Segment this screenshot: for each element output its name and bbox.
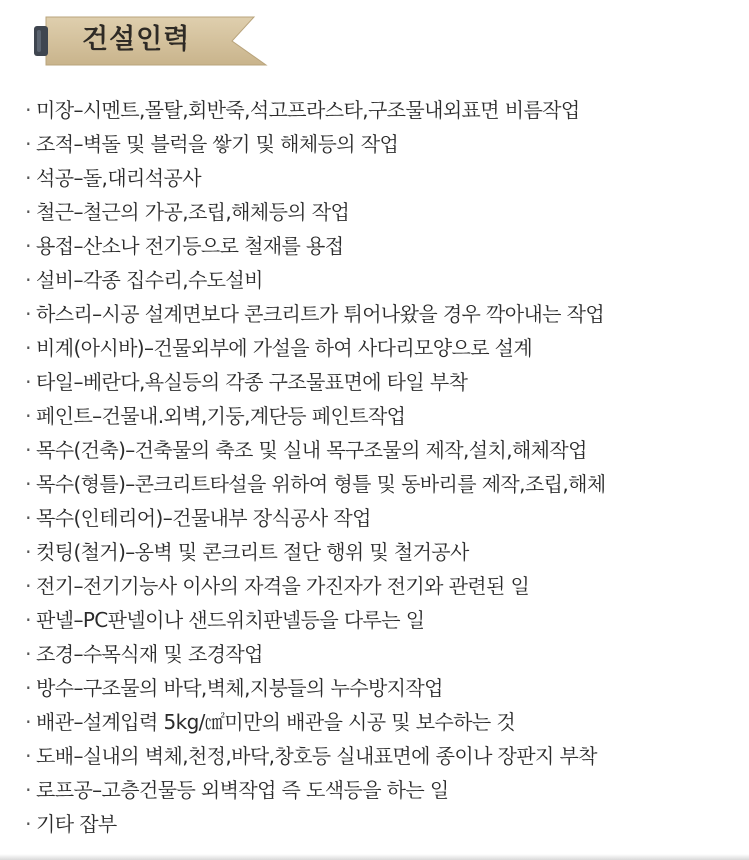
list-item (20, 503, 745, 537)
bullet-icon: · (25, 472, 31, 496)
list-item-text: 로프공–고층건물등 외벽작업 즉 도색등을 하는 일 (36, 778, 449, 802)
list-item-text: 타일–베란다,욕실등의 각종 구조물표면에 타일 부착 (36, 370, 468, 394)
bullet-icon: · (25, 336, 31, 360)
bullet-icon: · (25, 200, 31, 224)
list-item-text: 조경–수목식재 및 조경작업 (36, 642, 263, 666)
list-item-text: 배관–설계입력 5kg/㎠미만의 배관을 시공 및 보수하는 것 (36, 710, 516, 734)
bullet-icon: · (25, 676, 31, 700)
list-item (20, 537, 745, 571)
list-item (20, 129, 745, 163)
list-item-text: 컷팅(철거)–옹벽 및 콘크리트 절단 행위 및 철거공사 (36, 540, 469, 564)
bullet-icon: · (25, 234, 31, 258)
bullet-icon: · (25, 438, 31, 462)
list-item-text: 미장–시멘트,몰탈,회반죽,석고프라스타,구조물내외표면 비름작업 (36, 98, 580, 122)
list-item (20, 469, 745, 503)
list-item (20, 809, 745, 843)
bullet-icon: · (25, 540, 31, 564)
bullet-icon: · (25, 778, 31, 802)
bullet-icon: · (25, 98, 31, 122)
bullet-icon: · (25, 744, 31, 768)
bullet-icon: · (25, 710, 31, 734)
bottom-divider (0, 854, 749, 860)
construction-work-list (20, 95, 745, 843)
list-item-text: 비계(아시바)–건물외부에 가설을 하여 사다리모양으로 설계 (36, 336, 533, 360)
list-item (20, 571, 745, 605)
bullet-icon: · (25, 268, 31, 292)
list-item (20, 265, 745, 299)
list-item-text: 하스리–시공 설계면보다 콘크리트가 튀어나왔을 경우 깍아내는 작업 (36, 302, 605, 326)
list-item (20, 333, 745, 367)
list-item (20, 435, 745, 469)
list-item (20, 367, 745, 401)
list-item-text: 목수(인테리어)–건물내부 장식공사 작업 (36, 506, 371, 530)
list-item-text: 방수–구조물의 바닥,벽체,지붕들의 누수방지작업 (36, 676, 443, 700)
list-item-text: 목수(건축)–건축물의 축조 및 실내 목구조물의 제작,설치,해체작업 (36, 438, 587, 462)
bullet-icon: · (25, 812, 31, 836)
list-item (20, 775, 745, 809)
bullet-icon: · (25, 608, 31, 632)
list-item (20, 673, 745, 707)
bullet-icon: · (25, 642, 31, 666)
list-item (20, 197, 745, 231)
list-item-text: 전기–전기기능사 이사의 자격을 가진자가 전기와 관련된 일 (36, 574, 530, 598)
list-item (20, 707, 745, 741)
bullet-icon: · (25, 404, 31, 428)
list-item-text: 석공–돌,대리석공사 (36, 166, 201, 190)
list-item (20, 639, 745, 673)
list-item (20, 231, 745, 265)
list-item (20, 299, 745, 333)
list-item (20, 401, 745, 435)
list-item-text: 페인트–건물내.외벽,기둥,계단등 페인트작업 (36, 404, 406, 428)
bullet-icon: · (25, 506, 31, 530)
bullet-icon: · (25, 302, 31, 326)
bullet-icon: · (25, 166, 31, 190)
bullet-icon: · (25, 132, 31, 156)
bullet-icon: · (25, 574, 31, 598)
list-item-text: 설비–각종 집수리,수도설비 (36, 268, 263, 292)
list-item-text: 기타 잡부 (36, 812, 117, 836)
list-item-text: 조적–벽돌 및 블럭을 쌓기 및 해체등의 작업 (36, 132, 399, 156)
list-item (20, 163, 745, 197)
section-title: 건설인력 (82, 24, 191, 55)
list-item-text: 목수(형틀)–콘크리트타설을 위하여 형틀 및 동바리를 제작,조립,해체 (36, 472, 606, 496)
list-item-text: 도배–실내의 벽체,천정,바닥,창호등 실내표면에 종이나 장판지 부착 (36, 744, 597, 768)
bullet-icon: · (25, 370, 31, 394)
list-item (20, 605, 745, 639)
list-item-text: 판넬–PC판넬이나 샌드위치판넬등을 다루는 일 (36, 608, 425, 632)
list-item-text: 용접–산소나 전기등으로 철재를 용접 (36, 234, 344, 258)
list-item-text: 철근–철근의 가공,조립,해체등의 작업 (36, 200, 350, 224)
list-item (20, 95, 745, 129)
list-item (20, 741, 745, 775)
